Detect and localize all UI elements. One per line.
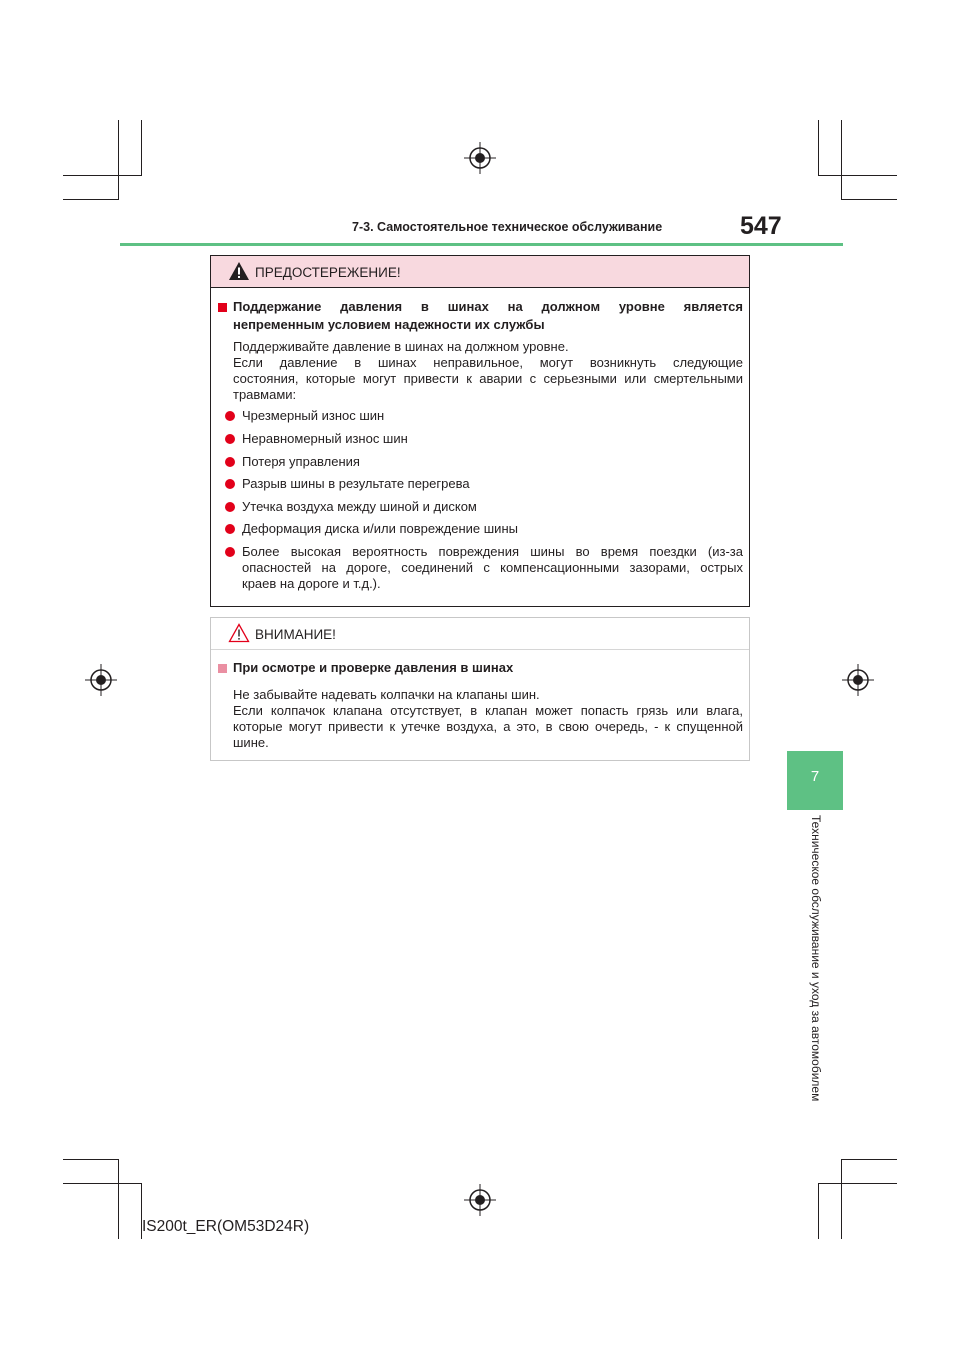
bullet-dot-icon	[225, 524, 235, 534]
notice-header	[211, 618, 749, 650]
caution-title: ПРЕДОСТЕРЕЖЕНИЕ!	[255, 265, 401, 280]
header-divider	[120, 243, 843, 246]
caution-intro: Поддерживайте давление в шинах на должном уровне. Если давление в шинах неправильное, могут возникнуть следующие состояния, которые могут привести к аварии с серьезными или смертельными травмами:	[233, 339, 743, 402]
section-square-icon	[218, 664, 227, 673]
section-title: 7-3. Самостоятельное техническое обслуживание	[352, 220, 663, 234]
registration-mark-icon	[842, 664, 874, 696]
registration-mark-icon	[85, 664, 117, 696]
notice-body: Не забывайте надевать колпачки на клапаны шин. Если колпачок клапана отсутствует, в клапан может попасть грязь или влага, которые могут привести к утечке воздуха, а это, в свою очередь, - к спущенной шине.	[233, 687, 743, 750]
bullet-dot-icon	[225, 479, 235, 489]
list-item: Потеря управления	[242, 454, 360, 469]
bullet-dot-icon	[225, 502, 235, 512]
caution-header	[211, 256, 749, 288]
bullet-dot-icon	[225, 547, 235, 557]
notice-title: ВНИМАНИЕ!	[255, 627, 336, 642]
bullet-dot-icon	[225, 411, 235, 421]
list-item: Утечка воздуха между шиной и диском	[242, 499, 477, 514]
document-code: IS200t_ER(OM53D24R)	[142, 1218, 310, 1235]
chapter-number: 7	[810, 768, 820, 785]
caution-subtitle: Поддержание давления в шинах на должном уровне является непременным условием надежности их службы	[233, 299, 743, 332]
registration-mark-icon	[464, 1184, 496, 1216]
list-item: Неравномерный износ шин	[242, 431, 408, 446]
chapter-title: Техническое обслуживание и уход за автомобилем	[809, 815, 823, 1102]
caution-box	[210, 255, 750, 607]
list-item: Деформация диска и/или повреждение шины	[242, 521, 518, 536]
section-square-icon	[218, 303, 227, 312]
notice-subtitle: При осмотре и проверке давления в шинах	[233, 660, 514, 675]
list-item: Чрезмерный износ шин	[242, 408, 385, 423]
bullet-dot-icon	[225, 457, 235, 467]
bullet-dot-icon	[225, 434, 235, 444]
registration-mark-icon	[464, 142, 496, 174]
warning-triangle-outline-icon	[228, 623, 250, 643]
list-item: Более высокая вероятность повреждения шины во время поездки (из-за опасностей на дороге, соединений с компенсационными зазорами, острых краев на дороге и т.д.).	[242, 544, 743, 591]
list-item: Разрыв шины в результате перегрева	[242, 476, 470, 491]
notice-box	[210, 617, 750, 761]
page-number: 547	[740, 212, 782, 240]
warning-triangle-icon	[228, 261, 250, 281]
